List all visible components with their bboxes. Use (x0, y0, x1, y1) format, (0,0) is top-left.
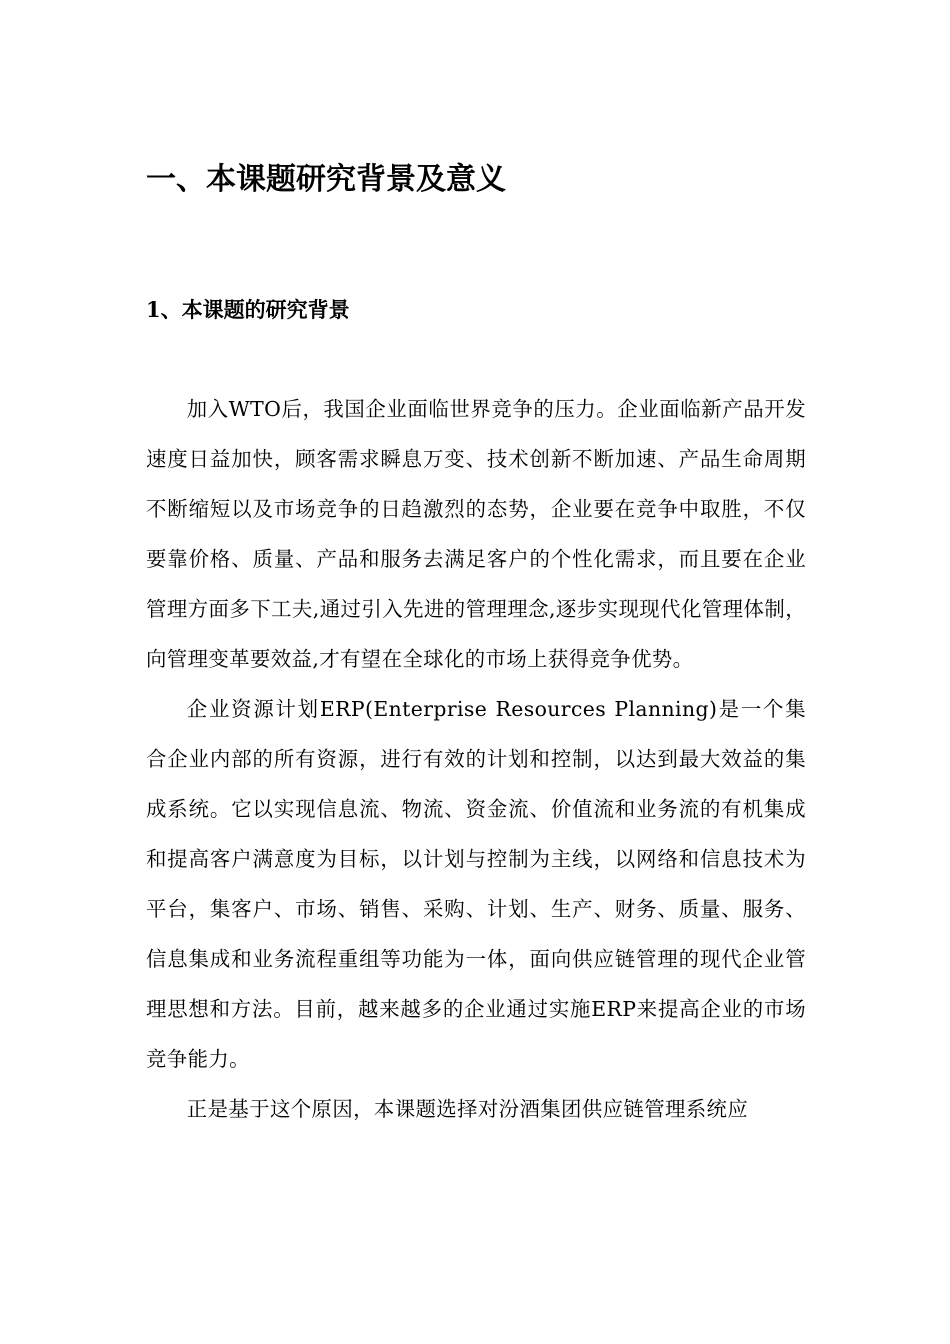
chapter-heading: 一、本课题研究背景及意义 (146, 162, 506, 197)
paragraph-wto: 加入WTO后，我国企业面临世界竞争的压力。企业面临新产品开发速度日益加快，顾客需求瞬息万变、技术创新不断加速、产品生命周期不断缩短以及市场竞争的日趋激烈的态势，企业要在竞争中取胜，不仅要靠价格、质量、产品和服务去满足客户的个性化需求，而且要在企业管理方面多下工夫,通过引入先进的管理理念,逐步实现现代化管理体制，向管理变革要效益,才有望在全球化的市场上获得竞争优势。 (146, 397, 806, 671)
paragraph-erp: 企业资源计划ERP(Enterprise Resources Planning)是一个集合企业内部的所有资源，进行有效的计划和控制，以达到最大效益的集成系统。它以实现信息流、物流、资金流、价值流和业务流的有机集成和提高客户满意度为目标，以计划与控制为主线，以网络和信息技术为平台，集客户、市场、销售、采购、计划、生产、财务、质量、服务、信息集成和业务流程重组等功能为一体，面向供应链管理的现代企业管理思想和方法。目前，越来越多的企业通过实施ERP来提高企业的市场竞争能力。 (146, 697, 806, 1071)
section-heading: 1、本课题的研究背景 (146, 297, 350, 322)
paragraph-reason: 正是基于这个原因，本课题选择对汾酒集团供应链管理系统应 (186, 1097, 749, 1121)
body-text (146, 384, 806, 1134)
